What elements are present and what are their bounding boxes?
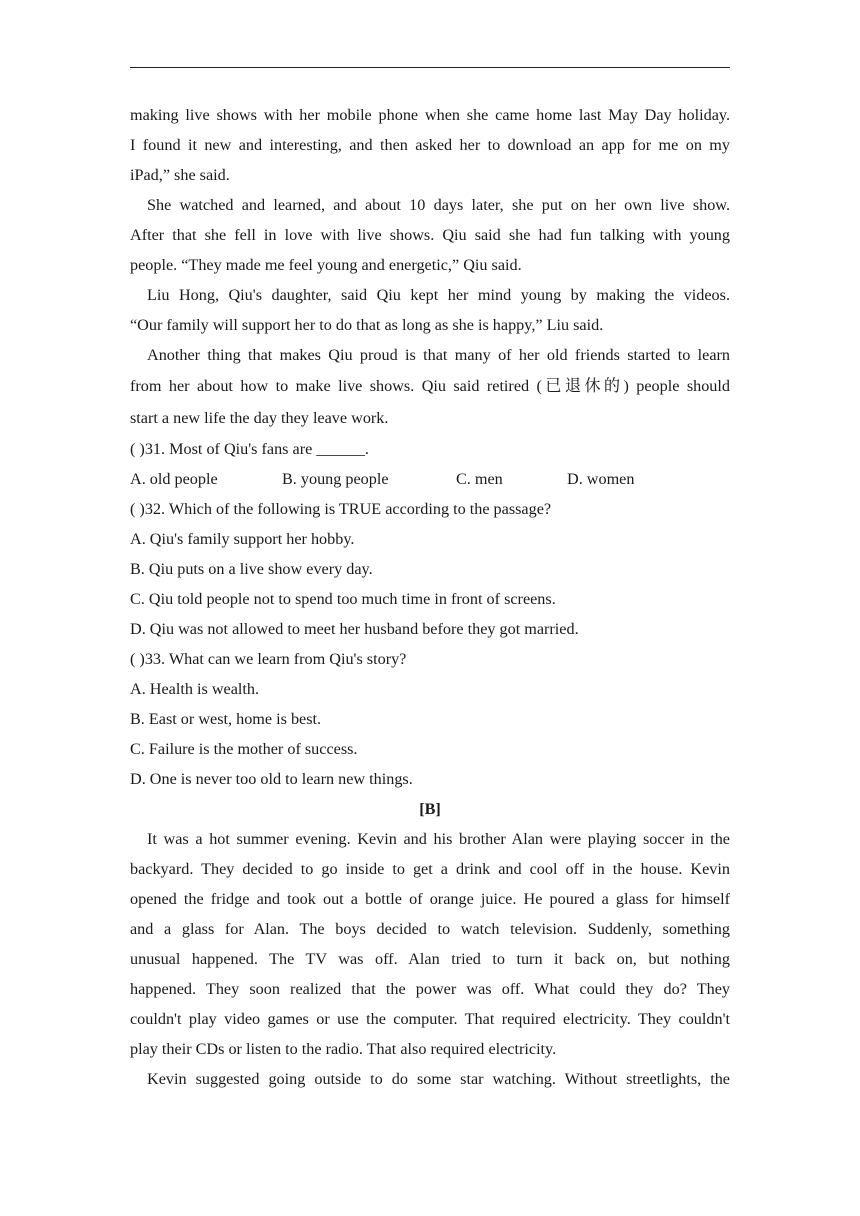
passage-b-line: play their CDs or listen to the radio. That also required electricity.	[130, 1040, 557, 1058]
question-stem: ( )32. Which of the following is TRUE according to the passage?	[130, 500, 552, 518]
option-b: B. Qiu puts on a live show every day.	[130, 560, 373, 578]
section-heading: [B]	[419, 800, 441, 818]
passage-b-line: backyard. They decided to go inside to get a drink and cool off in the house. Kevin	[130, 860, 730, 878]
question-stem: ( )33. What can we learn from Qiu's story?	[130, 650, 407, 668]
option-a: A. old people	[130, 470, 218, 488]
question-33	[130, 644, 730, 794]
passage-a-line: She watched and learned, and about 10 days later, she put on her own live show.	[147, 196, 730, 214]
document-body	[130, 100, 730, 1094]
passage-a-line: from her about how to make live shows. Qiu said retired (已退休的) people should	[130, 377, 730, 395]
option-c: C. Qiu told people not to spend too much time in front of screens.	[130, 590, 556, 608]
passage-b-line: and a glass for Alan. The boys decided to watch television. Suddenly, something	[130, 920, 730, 938]
question-31	[130, 434, 730, 494]
question-stem: ( )31. Most of Qiu's fans are ______.	[130, 440, 369, 458]
option-b: B. young people	[282, 470, 389, 488]
passage-a-line: After that she fell in love with live shows. Qiu said she had fun talking with young	[130, 226, 730, 244]
option-b: B. East or west, home is best.	[130, 710, 322, 728]
passage-a-line: start a new life the day they leave work.	[130, 409, 389, 427]
passage-a-line: Liu Hong, Qiu's daughter, said Qiu kept her mind young by making the videos.	[147, 286, 730, 304]
passage-a-line: making live shows with her mobile phone when she came home last May Day holiday.	[130, 106, 730, 124]
passage-a-line: Another thing that makes Qiu proud is that many of her old friends started to learn	[147, 346, 730, 364]
passage-b-line: happened. They soon realized that the power was off. What could they do? They	[130, 980, 730, 998]
passage-a-line: I found it new and interesting, and then asked her to download an app for me on my	[130, 136, 730, 154]
passage-b-line: Kevin suggested going outside to do some star watching. Without streetlights, the	[147, 1070, 730, 1088]
passage-a-line: “Our family will support her to do that as long as she is happy,” Liu said.	[130, 316, 604, 334]
option-d: D. women	[567, 470, 635, 488]
option-d: D. One is never too old to learn new things.	[130, 770, 413, 788]
option-a: A. Qiu's family support her hobby.	[130, 530, 355, 548]
passage-b-line: opened the fridge and took out a bottle of orange juice. He poured a glass for himself	[130, 890, 730, 908]
question-options	[130, 464, 730, 494]
passage-a	[130, 100, 730, 434]
option-d: D. Qiu was not allowed to meet her husband before they got married.	[130, 620, 579, 638]
passage-a-line: iPad,” she said.	[130, 166, 230, 184]
option-c: C. men	[456, 470, 503, 488]
passage-b-line: couldn't play video games or use the computer. That required electricity. They couldn't	[130, 1010, 730, 1028]
header-rule	[130, 67, 730, 68]
passage-a-line: people. “They made me feel young and energetic,” Qiu said.	[130, 256, 522, 274]
passage-b-line: It was a hot summer evening. Kevin and his brother Alan were playing soccer in the	[147, 830, 730, 848]
passage-b	[130, 794, 730, 1094]
option-c: C. Failure is the mother of success.	[130, 740, 358, 758]
question-32	[130, 494, 730, 644]
option-a: A. Health is wealth.	[130, 680, 260, 698]
passage-b-line: unusual happened. The TV was off. Alan tried to turn it back on, but nothing	[130, 950, 730, 968]
